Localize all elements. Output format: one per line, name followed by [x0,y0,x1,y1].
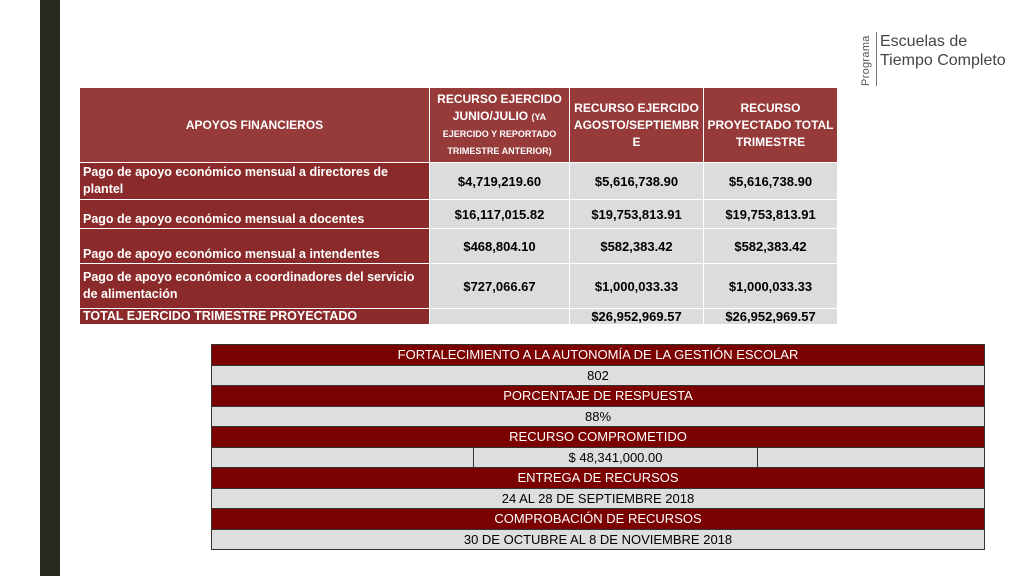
header-junio-julio-note: EJERCIDO Y REPORTADO TRIMESTRE ANTERIOR) [442,129,557,156]
value-row [212,406,985,427]
cell-proyectado: $5,616,738.90 [704,163,838,200]
committed-value: $ 48,341,000.00 [474,447,758,468]
empty-cell-right [758,447,985,468]
section-header-row [212,468,985,489]
cell-proyectado: $19,753,813.91 [704,200,838,229]
table-row [80,200,838,229]
cell-agosto-septiembre: $1,000,033.33 [570,264,704,309]
table-row [80,229,838,264]
proof-value: 30 DE OCTUBRE AL 8 DE NOVIEMBRE 2018 [212,529,985,550]
response-label: PORCENTAJE DE RESPUESTA [212,386,985,407]
cell-agosto-septiembre: $26,952,969.57 [570,309,704,325]
table-header-row [80,88,838,163]
table-total-row [80,309,838,325]
section-header-row [212,386,985,407]
logo-line-2: Tiempo Completo [880,52,1006,69]
cell-junio-julio [430,309,570,325]
row-label: Pago de apoyo económico mensual a directores de plantel [80,163,430,200]
value-row [212,365,985,386]
cell-proyectado: $26,952,969.57 [704,309,838,325]
cell-agosto-septiembre: $5,616,738.90 [570,163,704,200]
total-label: TOTAL EJERCIDO TRIMESTRE PROYECTADO [80,309,430,325]
cell-junio-julio: $16,117,015.82 [430,200,570,229]
proof-label: COMPROBACIÓN DE RECURSOS [212,509,985,530]
left-accent-bar [40,0,60,576]
cell-proyectado: $1,000,033.33 [704,264,838,309]
row-label: Pago de apoyo económico mensual a docentes [80,200,430,229]
program-logo [860,30,1020,90]
cell-agosto-septiembre: $19,753,813.91 [570,200,704,229]
logo-line-1: Escuelas de [880,33,968,50]
value-row [212,447,985,468]
table-row [80,264,838,309]
delivery-label: ENTREGA DE RECURSOS [212,468,985,489]
header-junio-julio-main: RECURSO EJERCIDO JUNIO/JULIO [437,92,562,123]
logo-vertical-text: Programa [860,35,872,86]
cell-junio-julio: $468,804.10 [430,229,570,264]
delivery-value: 24 AL 28 DE SEPTIEMBRE 2018 [212,488,985,509]
header-apoyos: APOYOS FINANCIEROS [80,88,430,163]
cell-junio-julio: $727,066.67 [430,264,570,309]
value-row [212,488,985,509]
value-row [212,529,985,550]
header-junio-julio [430,88,570,163]
table-row [80,163,838,200]
header-junio-julio-inline-note: (YA [531,112,547,122]
section-header-row [212,345,985,366]
row-label: Pago de apoyo económico mensual a intendentes [80,229,430,264]
section-header-row [212,427,985,448]
schools-count: 802 [212,365,985,386]
committed-label: RECURSO COMPROMETIDO [212,427,985,448]
cell-proyectado: $582,383.42 [704,229,838,264]
financial-support-table [79,87,838,325]
empty-cell-left [212,447,474,468]
row-label: Pago de apoyo económico a coordinadores del servicio de alimentación [80,264,430,309]
cell-junio-julio: $4,719,219.60 [430,163,570,200]
school-management-table [211,344,985,550]
logo-divider [876,32,877,86]
header-proyectado: RECURSO PROYECTADO TOTAL TRIMESTRE [704,88,838,163]
section-title: FORTALECIMIENTO A LA AUTONOMÍA DE LA GESTIÓN ESCOLAR [212,345,985,366]
logo-text [880,32,1006,70]
response-value: 88% [212,406,985,427]
section-header-row [212,509,985,530]
cell-agosto-septiembre: $582,383.42 [570,229,704,264]
header-agosto-septiembre: RECURSO EJERCIDO AGOSTO/SEPTIEMBRE [570,88,704,163]
